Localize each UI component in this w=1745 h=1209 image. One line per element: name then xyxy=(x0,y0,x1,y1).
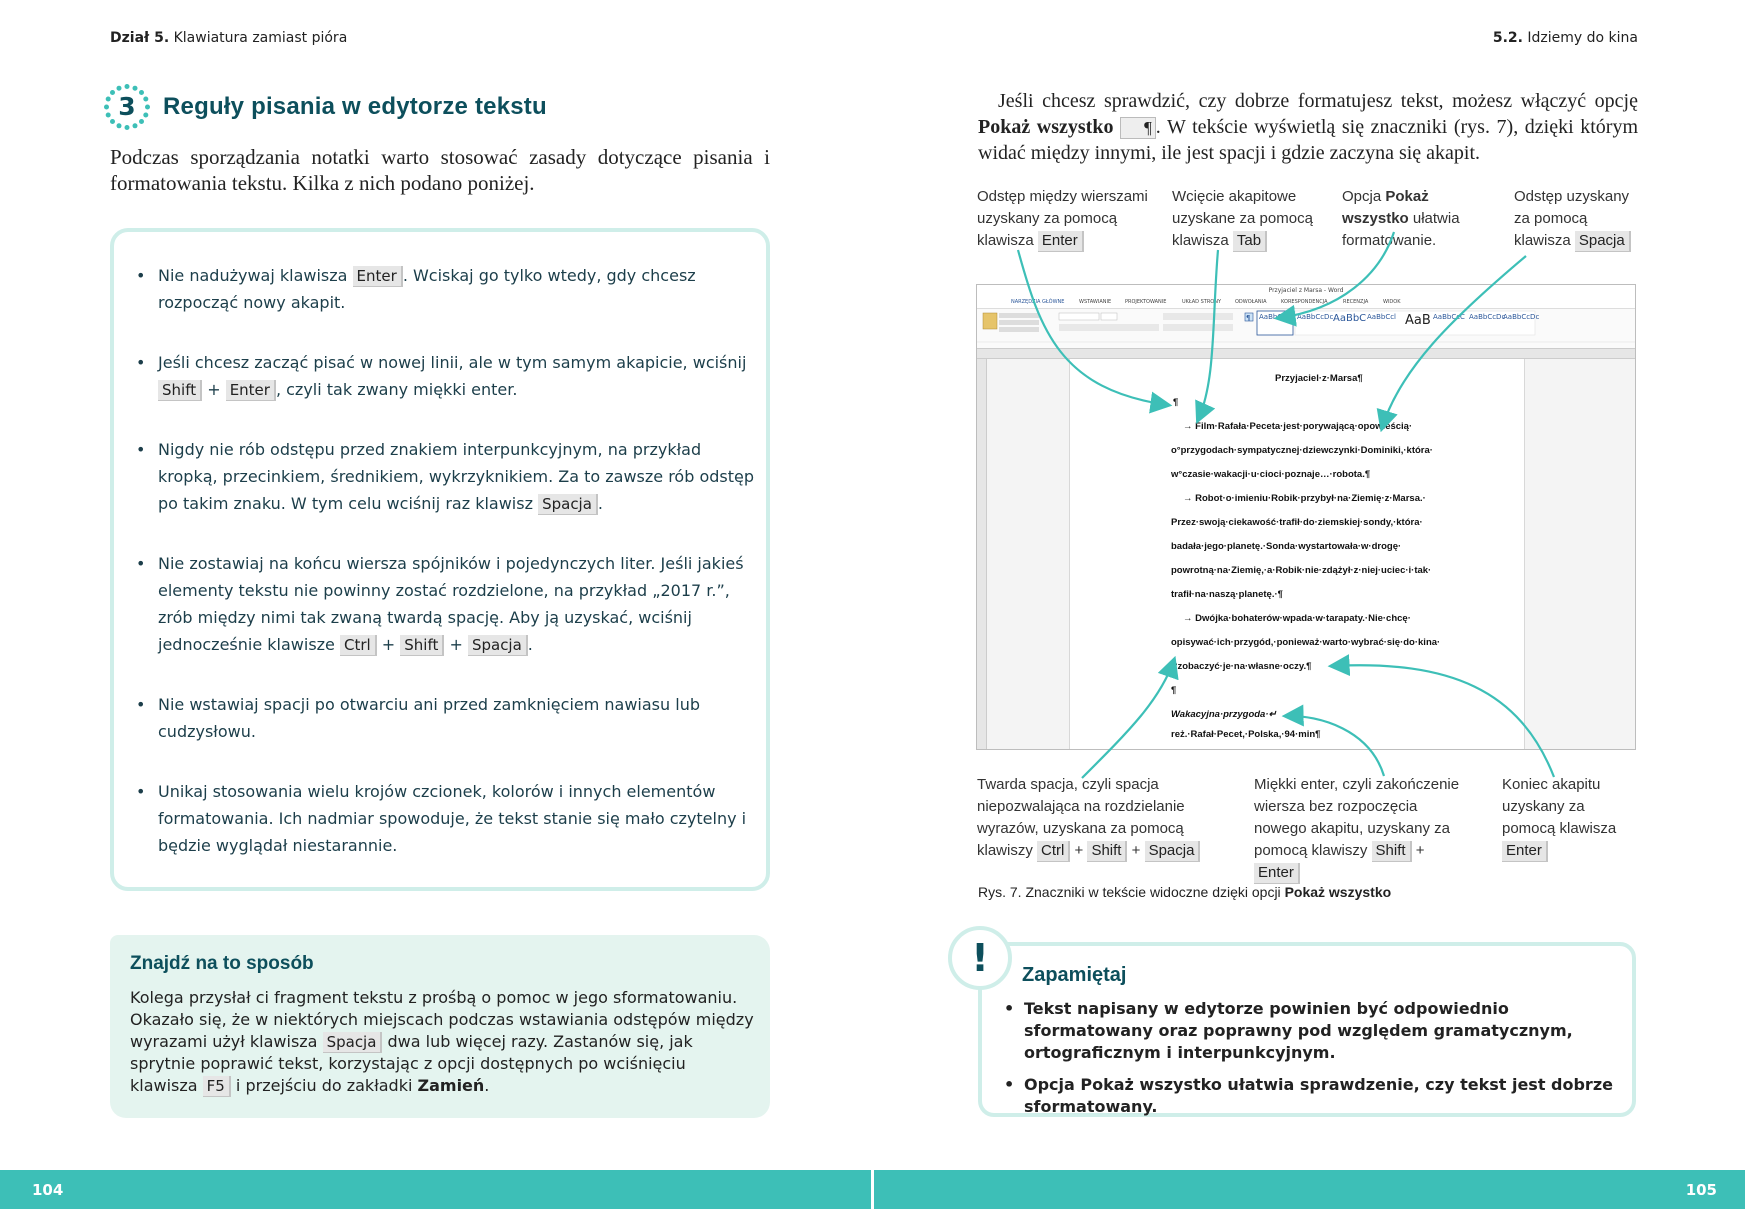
style-heading1[interactable]: AaBbC xyxy=(1333,313,1367,324)
doc-line: badała·jego·planetę.·Sonda·wystartowała·w·drogę· xyxy=(1171,541,1402,552)
style-nospacing[interactable]: AaBbCcDc xyxy=(1297,313,1334,321)
callout-hard-space: Twarda spacja, czyli spacja niepozwalająca na rozdzielanie wyrazów, uzyskana za pomocą klawiszy Ctrl + Shift + Spacja xyxy=(977,774,1217,862)
enter-key: Enter xyxy=(226,380,276,401)
subsection-title: Idziemy do kina xyxy=(1527,30,1638,46)
ctrl-key: Ctrl xyxy=(340,635,377,656)
exclamation-icon: ! xyxy=(948,926,1012,990)
enter-key: Enter xyxy=(1502,841,1548,862)
right-intro-paragraph: Jeśli chcesz sprawdzić, czy dobrze formatujesz tekst, możesz włączyć opcję Pokaż wszystko ¶ . W tekście wyświetlą się znaczniki (rys. 7), dzięki którym widać między innymi, ile jest spacji i gdzie zaczyna się akapit. xyxy=(978,90,1638,164)
callout-line-spacing: Odstęp między wierszami uzyskany za pomocą klawisza Enter xyxy=(977,186,1157,252)
tab-mailings[interactable]: KORESPONDENCJA xyxy=(1281,299,1328,305)
shift-key: Shift xyxy=(158,380,202,401)
remember-item: • Tekst napisany w edytorze powinien być odpowiednio sformatowany oraz poprawny pod względem gramatycznym, ortograficznym i interpunkcyjnym. xyxy=(1004,998,1624,1064)
remember-title: Zapamiętaj xyxy=(1022,964,1127,986)
find-a-way-title: Znajdź na to sposób xyxy=(130,953,314,974)
doc-line: Przez·swoją·ciekawość·trafił·do·ziemskiej·sondy,·która· xyxy=(1171,517,1423,528)
svg-text:¶: ¶ xyxy=(1246,314,1251,322)
style-subtitle[interactable]: AaBbCcC xyxy=(1433,313,1465,321)
section-title: Reguły pisania w edytorze tekstu xyxy=(163,93,547,120)
remember-list xyxy=(1004,998,1624,1128)
rule-item: • Nie zostawiaj na końcu wiersza spójników i pojedynczych liter. Jeśli jakieś elementy tekstu nie powinny zostać rozdzielone, na przykład „2017 r.”, zrób między nimi tak zwaną twardą spację. Aby ją uzyskać, wciśnij jednocześnie klawisze Ctrl + Shift + Spacja . xyxy=(136,550,756,658)
tab-home[interactable]: NARZĘDZIA GŁÓWNE xyxy=(1011,299,1065,305)
callout-show-all: Opcja Pokaż wszystko ułatwia formatowanie. xyxy=(1342,188,1460,249)
space-key: Spacja xyxy=(468,635,528,656)
f5-key: F5 xyxy=(203,1076,231,1097)
left-footer-bar xyxy=(0,1170,871,1209)
subsection-label: 5.2. xyxy=(1492,30,1523,46)
chapter-title: Klawiatura zamiast pióra xyxy=(173,30,348,46)
right-page-number: 105 xyxy=(1685,1181,1717,1199)
style-normal[interactable]: AaBbCcDc xyxy=(1259,313,1296,321)
shift-key: Shift xyxy=(400,635,444,656)
right-footer-bar xyxy=(874,1170,1745,1209)
doc-line: opisywać·ich·przygód,·ponieważ·warto·wybrać·się·do·kina· xyxy=(1171,637,1441,648)
rule-item: • Jeśli chcesz zacząć pisać w nowej linii, ale w tym samym akapicie, wciśnij Shift + Enter , czyli tak zwany miękki enter. xyxy=(136,349,756,403)
rule-item: • Nie wstawiaj spacji po otwarciu ani przed zamknięciem nawiasu lub cudzysłowu. xyxy=(136,691,756,745)
intro-paragraph: Podczas sporządzania notatki warto stosować zasady dotyczące pisania i formatowania tekstu. Kilka z nich podano poniżej. xyxy=(110,145,770,195)
ctrl-key: Ctrl xyxy=(1037,841,1070,862)
enter-key: Enter xyxy=(1038,231,1084,252)
callout-soft-enter: Miękki enter, czyli zakończenie wiersza bez rozpoczęcia nowego akapitu, uzyskany za pomocą klawiszy Shift + Enter xyxy=(1254,774,1474,884)
doc-title: Przyjaciel·z·Marsa¶ xyxy=(1275,373,1363,384)
tab-insert[interactable]: WSTAWIANIE xyxy=(1079,299,1112,305)
space-key: Spacja xyxy=(1575,231,1631,252)
shift-key: Shift xyxy=(1087,841,1127,862)
left-page-number: 104 xyxy=(32,1181,64,1199)
doc-line: → Film·Rafała·Peceta·jest·porywającą·opowieścią· xyxy=(1183,421,1413,432)
space-key: Spacja xyxy=(1145,841,1201,862)
doc-line: ¶ xyxy=(1173,397,1179,408)
pilcrow-icon: ¶ xyxy=(1120,117,1156,139)
style-heading2[interactable]: AaBbCcl xyxy=(1367,313,1397,321)
doc-line: powrotną·na·Ziemię,·a·Robik·nie·zdążył·z·niej·uciec·i·tak· xyxy=(1171,565,1432,576)
doc-line: w°czasie·wakacji·u·cioci·poznaje…·robota.¶ xyxy=(1171,469,1371,480)
doc-line: reż.·Rafał·Pecet,·Polska,·94·min¶ xyxy=(1171,729,1321,740)
enter-key: Enter xyxy=(353,266,403,287)
space-key: Spacja xyxy=(323,1032,383,1053)
style-title[interactable]: AaB xyxy=(1405,313,1431,328)
chapter-label: Dział 5. xyxy=(110,30,170,46)
find-a-way-text: Kolega przysłał ci fragment tekstu z prośbą o pomoc w jego sformatowaniu. Okazało się, że w niektórych miejscach podczas wstawiania odstępów między wyrazami użył klawisza Spacja dwa lub więcej razy. Zastanów się, jak sprytnie poprawić tekst, korzystając z opcji dostępnych po wciśnięciu klawisza F5 i przejściu do zakładki Zamień. xyxy=(130,988,754,1095)
enter-key: Enter xyxy=(1254,863,1300,884)
tab-review[interactable]: RECENZJA xyxy=(1343,299,1369,305)
shift-key: Shift xyxy=(1372,841,1412,862)
figure-caption: Rys. 7. Znaczniki w tekście widoczne dzięki opcji Pokaż wszystko xyxy=(978,884,1392,900)
doc-line: → Dwójka·bohaterów·wpada·w·tarapaty.·Nie·chcę· xyxy=(1183,613,1411,624)
word-title-bar: Przyjaciel z Marsa - Word xyxy=(977,285,1635,297)
tab-view[interactable]: WIDOK xyxy=(1383,299,1401,305)
doc-line: trafił·na·naszą·planetę.·¶ xyxy=(1171,589,1283,600)
doc-line-italic: Wakacyjna·przygoda·↵ xyxy=(1171,709,1277,720)
tab-design[interactable]: PROJEKTOWANIE xyxy=(1125,299,1167,305)
tab-key: Tab xyxy=(1233,231,1267,252)
style-emphasis[interactable]: AaBbCcDc xyxy=(1469,313,1506,321)
tab-layout[interactable]: UKŁAD STRONY xyxy=(1182,299,1222,305)
tab-references[interactable]: ODWOŁANIA xyxy=(1235,299,1267,305)
doc-line: → Robot·o·imieniu·Robik·przybył·na·Ziemię·z·Marsa.· xyxy=(1183,493,1426,504)
doc-line: o°przygodach·sympatycznej·dziewczynki·Dominiki,·która· xyxy=(1171,445,1433,456)
space-key: Spacja xyxy=(538,494,598,515)
callout-space: Odstęp uzyskany za pomocą klawisza Spacja xyxy=(1514,186,1644,252)
style-intense[interactable]: AaBbCcDc xyxy=(1503,313,1540,321)
rule-item: • Nie nadużywaj klawisza Enter . Wciskaj go tylko wtedy, gdy chcesz rozpocząć nowy akapit. xyxy=(136,262,756,316)
section-number: 3 xyxy=(118,92,136,121)
remember-item: • Opcja Pokaż wszystko ułatwia sprawdzenie, czy tekst jest dobrze sformatowany. xyxy=(1004,1074,1624,1118)
callout-paragraph-end: Koniec akapitu uzyskany za pomocą klawisza Enter xyxy=(1502,774,1642,862)
rule-item: • Nigdy nie rób odstępu przed znakiem interpunkcyjnym, na przykład kropką, przecinkiem, średnikiem, wykrzyknikiem. Za to zawsze rób odstęp po takim znaku. W tym celu wciśnij raz klawisz Spacja . xyxy=(136,436,756,517)
doc-line: ¶ xyxy=(1171,685,1177,696)
rule-item: • Unikaj stosowania wielu krojów czcionek, kolorów i innych elementów formatowania. Ich nadmiar spowoduje, że tekst stanie się mało czytelny i będzie wyglądał niestarannie. xyxy=(136,778,756,859)
callout-indent: Wcięcie akapitowe uzyskane za pomocą klawisza Tab xyxy=(1172,186,1332,252)
doc-line: i°zobaczyć·je·na·własne·oczy.¶ xyxy=(1171,661,1312,672)
